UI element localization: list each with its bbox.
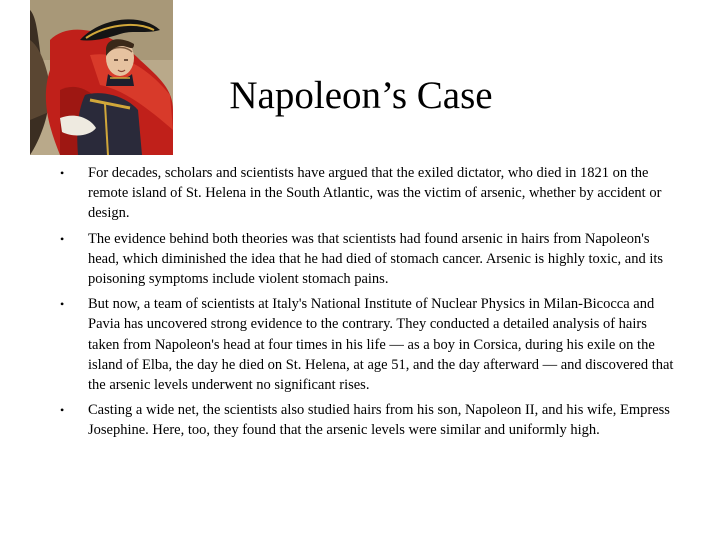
- bullet-text: Casting a wide net, the scientists also studied hairs from his son, Napoleon II, and his wife, Empress Josephine. Here, too, they found that the arsenic levels were similar and uniformly high.: [88, 402, 670, 439]
- bullet-icon: •: [60, 231, 65, 246]
- bullet-item: [56, 163, 676, 224]
- bullet-list: [56, 163, 676, 446]
- bullet-icon: •: [60, 166, 65, 180]
- slide-title: Napoleon’s Case: [229, 74, 493, 117]
- bullet-text: For decades, scholars and scientists have argued that the exiled dictator, who died in 1821 on the remote island of St. Helena in the South Atlantic, was the victim of arsenic, whether by accident or design.: [88, 165, 662, 222]
- bullet-text: The evidence behind both theories was that scientists had found arsenic in hairs from Napoleon's head, which diminished the idea that he had died of stomach cancer. Arsenic is highly toxic, and its poisoning symptoms include violent stomach pains.: [88, 230, 664, 288]
- bullet-text: But now, a team of scientists at Italy's National Institute of Nuclear Physics in Milan-Bicocca and Pavia has uncovered strong evidence to the contrary. They conducted a detailed analysis of hairs taken from Napoleon's head at four times in his life — as a boy in Corsica, during his exile on the island of Elba, the day he died on St. Helena, at age 51, and the day afterward — and discovered that the arsenic levels underwent no significant rises.: [88, 296, 674, 394]
- bullet-item: [56, 229, 676, 290]
- bullet-icon: •: [60, 403, 65, 418]
- bullet-item: [56, 294, 676, 395]
- bullet-icon: •: [60, 297, 65, 312]
- bullet-item: [56, 400, 676, 440]
